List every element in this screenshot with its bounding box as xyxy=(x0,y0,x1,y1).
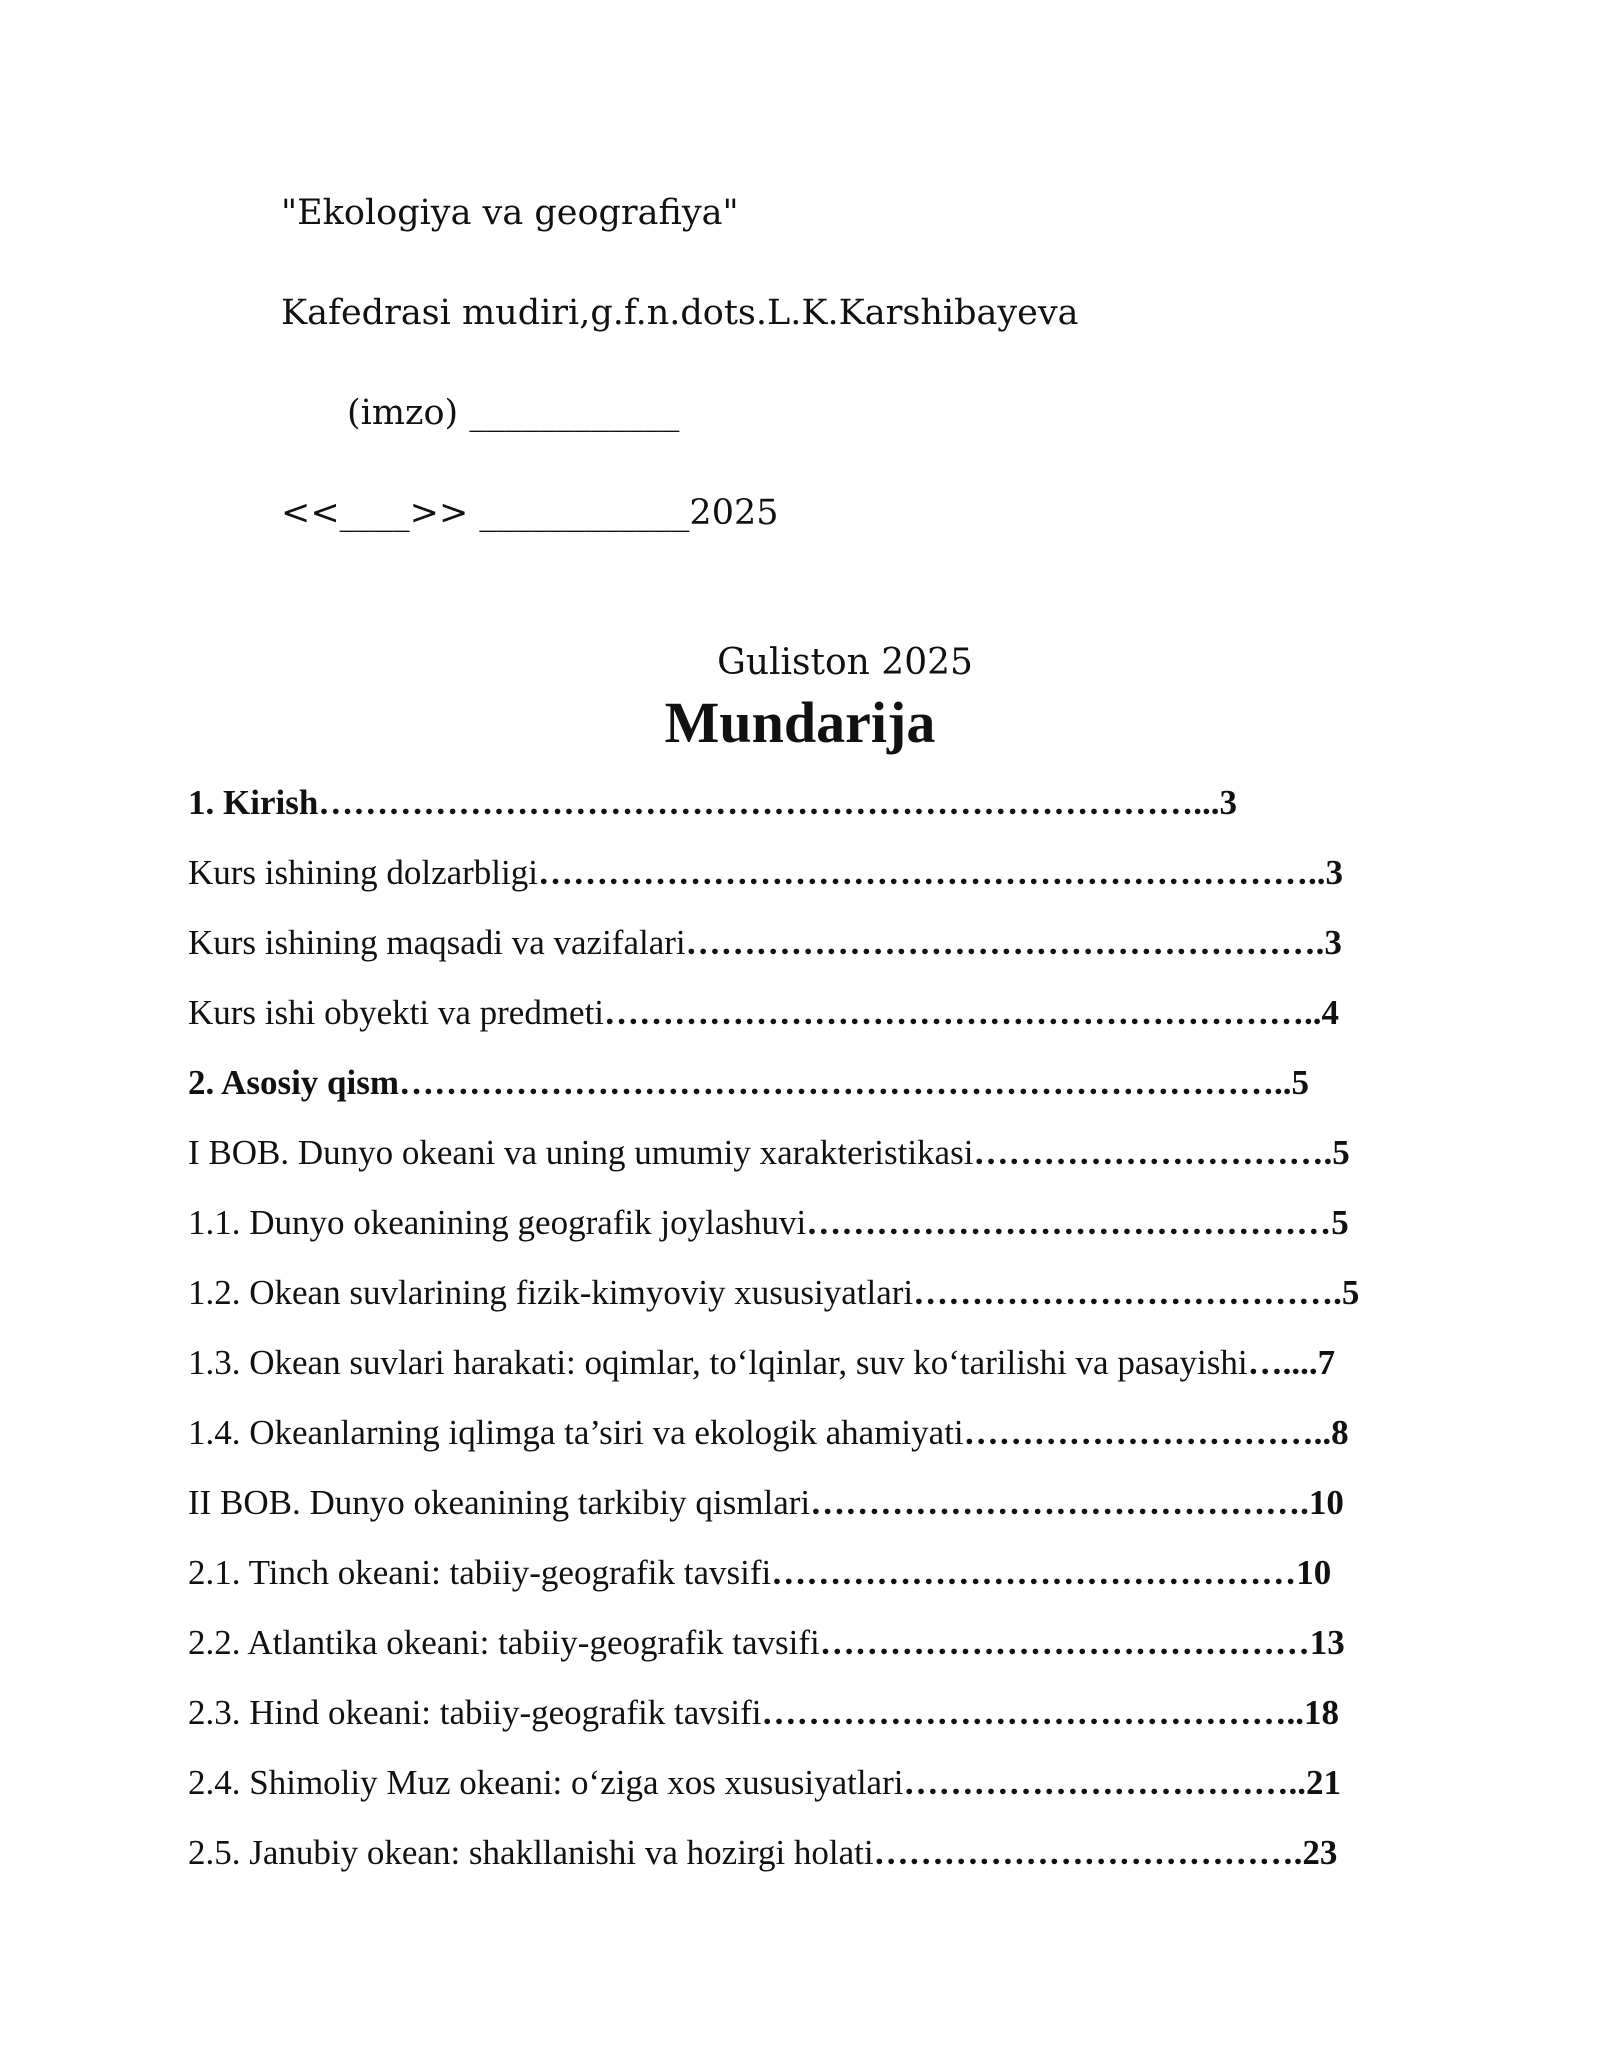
toc-entry xyxy=(188,1270,1408,1340)
toc-entry xyxy=(188,1760,1408,1830)
toc-entry-title: I BOB. Dunyo okeani va uning umumiy xarakteristikasi xyxy=(188,1133,974,1172)
toc-entry-title: Kurs ishi obyekti va predmeti xyxy=(188,993,605,1032)
toc-entry-title: 2.2. Atlantika okeani: tabiiy-geografik tavsifi xyxy=(188,1623,820,1662)
city-year: Guliston 2025 xyxy=(717,642,973,683)
toc-entry-leader: ………………………………………………………….. xyxy=(537,853,1326,892)
toc-entry-title: 1. Kirish xyxy=(188,783,319,822)
toc-entry xyxy=(188,1480,1408,1550)
toc-entry-title: Kurs ishining dolzarbligi xyxy=(188,853,538,892)
toc-entry-page: 3 xyxy=(1325,853,1343,892)
toc-entry-page: 4 xyxy=(1321,993,1340,1032)
toc-entry-title: 1.3. Okean suvlari harakati: oqimlar, to‘lqinlar, suv ko‘tarilishi va pasayishi xyxy=(188,1343,1248,1382)
toc-entry-leader: ………………………………………………. xyxy=(685,923,1325,962)
toc-entry xyxy=(188,780,1408,850)
toc-entry-page: 21 xyxy=(1305,1763,1341,1802)
toc-entry-title: 2. Asosiy qism xyxy=(188,1063,400,1102)
toc-entry-leader: …………………………………………………….. xyxy=(604,993,1322,1032)
toc-entry-title: 1.1. Dunyo okeanining geografik joylashuvi xyxy=(188,1203,807,1242)
toc-entry-page: 5 xyxy=(1332,1133,1350,1172)
toc-entry-title: II BOB. Dunyo okeanining tarkibiy qismlari xyxy=(188,1483,811,1522)
date-line: <<____>> ____________2025 xyxy=(281,493,779,533)
toc-entry-page: 10 xyxy=(1296,1553,1332,1592)
toc-entry-title: 1.4. Okeanlarning iqlimga ta’siri va ekologik ahamiyati xyxy=(188,1413,964,1452)
toc-entry xyxy=(188,1830,1408,1900)
toc-entry-leader: ……………………………………. xyxy=(810,1483,1309,1522)
toc-entry-title: Kurs ishining maqsadi va vazifalari xyxy=(188,923,686,962)
department-name: "Ekologiya va geografiya" xyxy=(281,193,739,233)
toc-entry xyxy=(188,1620,1408,1690)
toc-entry-title: 2.3. Hind okeani: tabiiy-geografik tavsifi xyxy=(188,1693,762,1732)
toc-entry-leader: ………………………………. xyxy=(873,1833,1303,1872)
toc-entry-leader: …………………………….. xyxy=(903,1763,1306,1802)
toc-entry-page: 5 xyxy=(1331,1203,1349,1242)
toc-entry-page: 5 xyxy=(1341,1273,1360,1312)
toc-entry xyxy=(188,920,1408,990)
toc-entry xyxy=(188,1340,1408,1410)
toc-entry xyxy=(188,1060,1408,1130)
toc-entry-leader: ………………………….. xyxy=(963,1413,1332,1452)
toc-entry-title: 2.4. Shimoliy Muz okeani: o‘ziga xos xususiyatlari xyxy=(188,1763,904,1802)
toc-entry-page: 5 xyxy=(1291,1063,1310,1102)
toc-entry-page: 18 xyxy=(1303,1693,1339,1732)
toc-entry xyxy=(188,1550,1408,1620)
toc-entry xyxy=(188,850,1408,920)
toc-entry-page: 13 xyxy=(1309,1623,1345,1662)
department-head: Kafedrasi mudiri,g.f.n.dots.L.K.Karshibayeva xyxy=(281,293,1079,333)
toc-entry-leader: ….... xyxy=(1247,1343,1318,1382)
toc-entry-leader: ………………………………………………………………….. xyxy=(399,1063,1292,1102)
toc-entry-leader: …………………………. xyxy=(973,1133,1333,1172)
toc-entry xyxy=(188,1410,1408,1480)
toc-entry-page: 10 xyxy=(1308,1483,1344,1522)
toc-entry xyxy=(188,1200,1408,1270)
toc-entry-title: 2.1. Tinch okeani: tabiiy-geografik tavsifi xyxy=(188,1553,772,1592)
toc-entry-leader: ……………………………………….. xyxy=(761,1693,1304,1732)
toc-entry xyxy=(188,1690,1408,1760)
toc-entry-leader: …………………………………………………………………... xyxy=(318,783,1220,822)
toc-entry-leader: ……………………………………… xyxy=(806,1203,1332,1242)
toc-entry-page: 3 xyxy=(1219,783,1238,822)
toc-entry-title: 2.5. Janubiy okean: shakllanishi va hozirgi holati xyxy=(188,1833,874,1872)
toc-entry-leader: ……………………………………… xyxy=(771,1553,1297,1592)
toc-entry xyxy=(188,990,1408,1060)
table-of-contents xyxy=(188,780,1408,1900)
toc-entry-title: 1.2. Okean suvlarining fizik-kimyoviy xususiyatlari xyxy=(188,1273,914,1312)
toc-entry-page: 7 xyxy=(1317,1343,1336,1382)
toc-entry-page: 8 xyxy=(1331,1413,1349,1452)
toc-entry-page: 23 xyxy=(1302,1833,1338,1872)
toc-entry-leader: …………………………………… xyxy=(819,1623,1310,1662)
toc-entry-leader: ………………………………. xyxy=(913,1273,1342,1312)
toc-entry xyxy=(188,1130,1408,1200)
signature-line: (imzo) ____________ xyxy=(347,393,680,433)
page-title: Mundarija xyxy=(664,690,936,755)
toc-entry-page: 3 xyxy=(1324,923,1342,962)
